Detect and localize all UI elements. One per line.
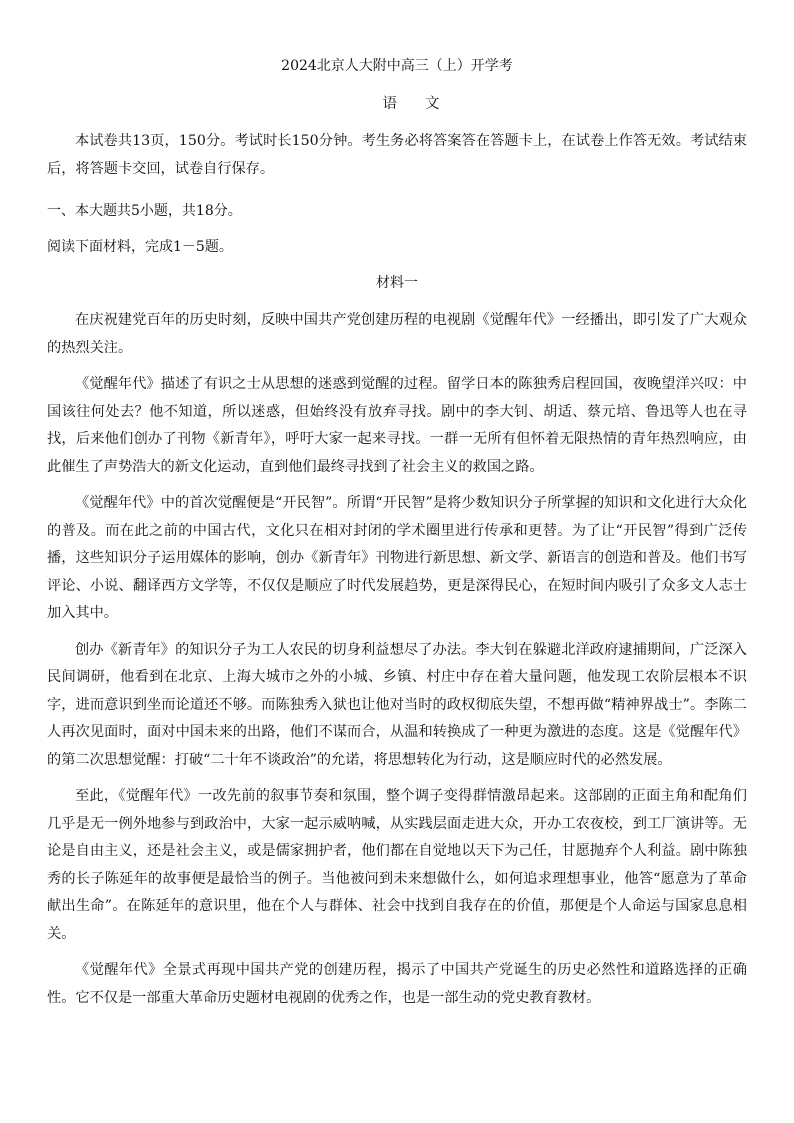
material-paragraph: 《觉醒年代》描述了有识之士从思想的迷惑到觉醒的过程。留学日本的陈独秀启程回国，夜晚望洋兴叹：中国该往何处去？他不知道，所以迷惑，但始终没有放弃寻找。剧中的李大钊、胡适、蔡元培、鲁迅等人也在寻找，后来他们创办了刊物《新青年》，呼吁大家一起来寻找。一群一无所有但怀着无限热情的青年热烈响应，由此催生了声势浩大的新文化运动，直到他们最终寻找到了社会主义的救国之路。: [47, 376, 747, 475]
material-paragraph: 在庆祝建党百年的历史时刻，反映中国共产党创建历程的电视剧《觉醒年代》一经播出，即引发了广大观众的热烈关注。: [47, 312, 747, 356]
subject-heading: 语文: [382, 96, 468, 112]
material-paragraph: 《觉醒年代》全景式再现中国共产党的创建历程，揭示了中国共产党诞生的历史必然性和道路选择的正确性。它不仅是一部重大革命历史题材电视剧的优秀之作，也是一部生动的党史教育教材。: [47, 962, 747, 1006]
material-paragraph: 至此，《觉醒年代》一改先前的叙事节奏和氛围，整个调子变得群情激昂起来。这部剧的正面主角和配角们几乎是无一例外地参与到政治中，大家一起示威呐喊，从实践层面走进大众，开办工农夜校，到工厂演讲等。无论是自由主义，还是社会主义，或是儒家拥护者，他们都在自觉地以天下为己任，甘愿抛弃个人利益。剧中陈独秀的长子陈延年的故事便是最恰当的例子。当他被问到未来想做什么，如何追求理想事业，他答“愿意为了革命献出生命”。在陈延年的意识里，他在个人与群体、社会中找到自我存在的价值，那便是个人命运与国家息息相关。: [47, 788, 747, 942]
exam-instructions: 本试卷共13页，150分。考试时长150分钟。考生务必将答案答在答题卡上，在试卷上作答无效。考试结束后，将答题卡交回，试卷自行保存。: [47, 133, 747, 177]
section-heading: 一、本大题共5小题，共18分。: [47, 203, 242, 219]
reading-prompt: 阅读下面材料，完成1－5题。: [47, 239, 233, 255]
material-heading: 材料一: [376, 275, 418, 291]
exam-title: 2024北京人大附中高三（上）开学考: [281, 58, 513, 74]
material-body: [47, 307, 747, 1012]
material-paragraph: 创办《新青年》的知识分子为工人农民的切身利益想尽了办法。李大钊在躲避北洋政府逮捕期间，广泛深入民间调研，他看到在北京、上海大城市之外的小城、乡镇、村庄中存在着大量问题，他发现工农阶层根本不识字，进而意识到坐而论道还不够。而陈独秀入狱也让他对当时的政权彻底失望，不想再做“精神界战士”。李陈二人再次见面时，面对中国未来的出路，他们不谋而合，从温和转换成了一种更为激进的态度。这是《觉醒年代》的第二次思想觉醒：打破“二十年不谈政治”的允诺，将思想转化为行动，这是顺应时代的必然发展。: [47, 641, 747, 768]
material-paragraph: 《觉醒年代》中的首次觉醒便是“开民智”。所谓“开民智”是将少数知识分子所掌握的知识和文化进行大众化的普及。而在此之前的中国古代，文化只在相对封闭的学术圈里进行传承和更替。为了让“开民智”得到广泛传播，这些知识分子运用媒体的影响，创办《新青年》刊物进行新思想、新文学、新语言的创造和普及。他们书写评论、小说、翻译西方文学等，不仅仅是顺应了时代发展趋势，更是深得民心，在短时间内吸引了众多文人志士加入其中。: [47, 495, 747, 621]
